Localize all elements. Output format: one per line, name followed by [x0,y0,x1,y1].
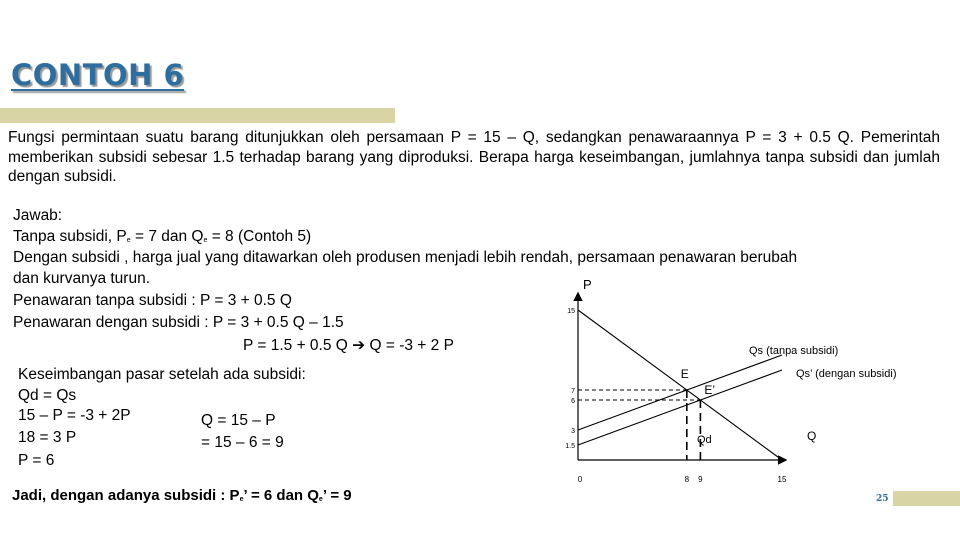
x-tick-label: 8 [684,475,690,484]
y-tick-label: 15 [567,308,575,315]
answer-heading: Jawab: [13,207,63,224]
subsidy-explanation-2: dan kurvanya turun. [13,270,151,287]
x-tick-label: 9 [698,475,703,484]
conclusion-subscript-pe: e [239,496,244,503]
conclusion-text-a: Jadi, dengan adanya subsidi : P [12,487,240,504]
quantity-step-2: = 15 – 6 = 9 [201,434,284,451]
subscript-pe: e [126,237,131,244]
page-title: CONTOH 6 [11,58,185,92]
supply-with-subsidy: Penawaran dengan subsidi : P = 3 + 0.5 Q – 1.5 [13,314,344,331]
y-tick-label: 7 [571,388,575,395]
x-axis-label: Q [807,429,817,443]
new-supply-equation-a: P = 1.5 + 0.5 Q [243,337,348,354]
new-supply-equation [243,336,454,355]
step-4: P = 6 [18,452,55,469]
supply-without-subsidy: Penawaran tanpa subsidi : P = 3 + 0.5 Q [13,292,292,309]
step-2: 15 – P = -3 + 2P [18,407,131,424]
equilibrium-no-subsidy-text-b: = 7 dan Q [130,228,204,245]
step-3: 18 = 3 P [18,429,77,446]
label-qs-with-subsidy: Qs’ (dengan subsidi) [796,368,897,380]
conclusion-subscript-qe: e [318,496,323,503]
equilibrium-heading: Keseimbangan pasar setelah ada subsidi: [18,366,306,383]
point-label-e-prime: E’ [704,383,716,397]
conclusion-text-c: ’ = 9 [322,487,352,504]
supply-demand-chart [550,277,897,490]
title-accent-band [0,108,395,123]
new-supply-equation-b: Q = -3 + 2 P [365,337,454,354]
problem-statement: Fungsi permintaan suatu barang ditunjukkan oleh persamaan P = 15 – Q, sedangkan penawaraannya P = 3 + 0.5 Q. Pemerintah memberikan subsidi sebesar 1.5 terhadap barang yang diproduksi. Berapa harga keseimbangan, jumlahnya tanpa subsidi dan jumlah dengan subsidi. [8,129,940,185]
conclusion-text-b: ’ = 6 dan Q [243,487,319,504]
quantity-step-1: Q = 15 – P [201,412,276,429]
y-axis-label: P [583,277,592,292]
arrow-right-icon: ➔ [352,337,366,354]
footer-accent-band [893,491,960,506]
subsidy-explanation-1: Dengan subsidi , harga jual yang ditawarkan oleh produsen menjadi lebih rendah, persamaan penawaran berubah [13,249,798,266]
conclusion [12,487,352,504]
demand-curve-qd [578,310,782,460]
step-1: Qd = Qs [18,387,77,404]
y-tick-label: 3 [571,428,575,435]
page-number: 25 [876,494,889,504]
subscript-qe: e [203,237,208,244]
supply-curve-with-subsidy [578,370,782,445]
label-qs-no-subsidy: Qs (tanpa subsidi) [749,345,839,357]
label-qd: Qd [697,434,712,446]
y-tick-label: 6 [571,398,575,405]
equilibrium-no-subsidy [13,228,311,246]
equilibrium-no-subsidy-text-a: Tanpa subsidi, P [13,228,127,245]
x-tick-label: 0 [577,475,583,484]
x-tick-label: 15 [777,475,787,484]
point-label-e: E [680,367,689,381]
equilibrium-no-subsidy-text-c: = 8 (Contoh 5) [207,228,312,245]
y-tick-label: 1.5 [565,443,575,450]
